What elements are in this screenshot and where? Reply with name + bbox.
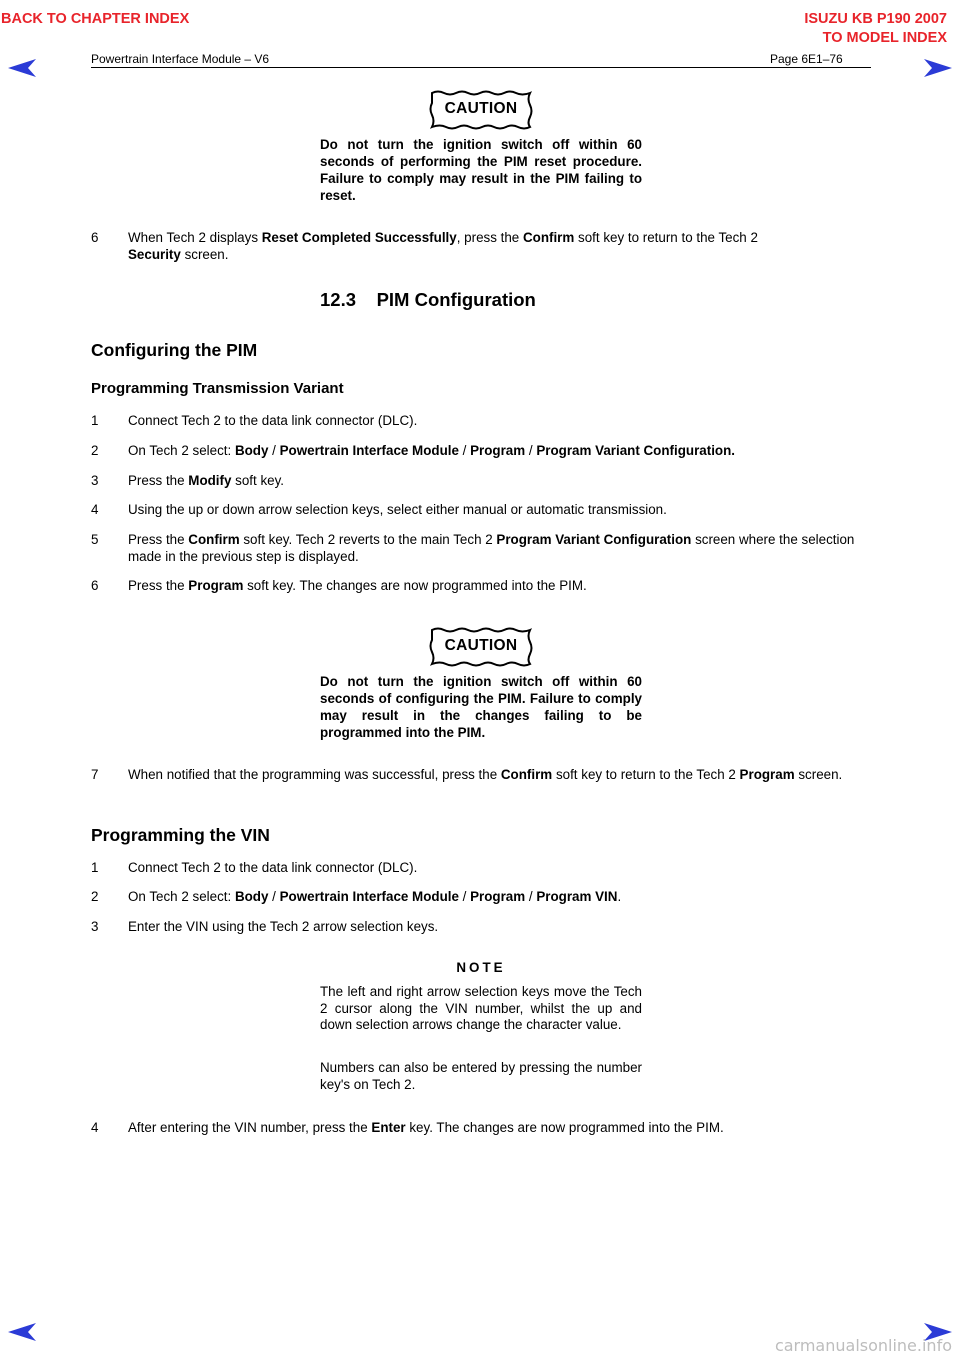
note-paragraph-2: Numbers can also be entered by pressing the number key's on Tech 2. [320, 1060, 642, 1092]
back-to-chapter-index-link[interactable]: BACK TO CHAPTER INDEX [1, 11, 190, 27]
section-title: 12.3 PIM Configuration [320, 289, 536, 310]
list-item: 5 Press the Confirm soft key. Tech 2 reverts to the main Tech 2 Program Variant Configuration screen where the selection made in the previous step is displayed. [91, 532, 855, 564]
note-heading: NOTE [456, 960, 506, 975]
list-item: 6 When Tech 2 displays Reset Completed Successfully, press the Confirm soft key to return to the Tech 2 Security screen. [91, 230, 758, 262]
list-item: 7 When notified that the programming was successful, press the Confirm soft key to return to the Tech 2 Program screen. [91, 767, 843, 782]
list-item: 4 After entering the VIN number, press the Enter key. The changes are now programmed into the PIM. [91, 1120, 724, 1135]
next-page-arrow-icon[interactable] [922, 58, 952, 78]
caution-text-reset: Do not turn the ignition switch off within 60 seconds of performing the PIM reset procedure. Failure to comply may result in the PIM failing to reset. [320, 137, 642, 203]
caution-label: CAUTION [444, 637, 518, 654]
caution-label: CAUTION [444, 100, 518, 117]
heading-programming-vin: Programming the VIN [91, 825, 270, 845]
heading-transmission-variant: Programming Transmission Variant [91, 380, 344, 397]
header-module-title: Powertrain Interface Module – V6 [91, 52, 270, 66]
header-page-number: Page 6E1–76 [770, 52, 843, 66]
note-paragraph-1: The left and right arrow selection keys move the Tech 2 cursor along the VIN number, whilst the up and down selection arrows change the character value. [320, 984, 642, 1032]
list-item: 1 Connect Tech 2 to the data link connector (DLC). [91, 413, 418, 428]
list-item: 1 Connect Tech 2 to the data link connector (DLC). [91, 860, 418, 875]
caution-text-configure: Do not turn the ignition switch off within 60 seconds of configuring the PIM. Failure to comply may result in the changes failing to be programmed into the PIM. [320, 674, 642, 740]
watermark: carmanualsonline.info [774, 1336, 952, 1355]
list-item: 2 On Tech 2 select: Body / Powertrain Interface Module / Program / Program Variant Configuration. [91, 443, 735, 458]
heading-configuring-pim: Configuring the PIM [91, 340, 258, 360]
model-title-link[interactable]: ISUZU KB P190 2007 [804, 11, 947, 27]
list-item: 4 Using the up or down arrow selection keys, select either manual or automatic transmission. [91, 502, 667, 517]
header-rule [91, 67, 871, 68]
to-model-index-link[interactable]: TO MODEL INDEX [822, 30, 947, 46]
list-item: 3 Enter the VIN using the Tech 2 arrow selection keys. [91, 919, 439, 934]
list-item: 3 Press the Modify soft key. [91, 473, 285, 488]
caution-badge [429, 627, 533, 667]
list-item: 2 On Tech 2 select: Body / Powertrain Interface Module / Program / Program VIN. [91, 889, 622, 904]
previous-page-arrow-icon[interactable] [8, 58, 38, 78]
previous-page-bottom-arrow-icon[interactable] [8, 1322, 38, 1342]
caution-badge [429, 90, 533, 130]
list-item: 6 Press the Program soft key. The changes are now programmed into the PIM. [91, 578, 587, 593]
